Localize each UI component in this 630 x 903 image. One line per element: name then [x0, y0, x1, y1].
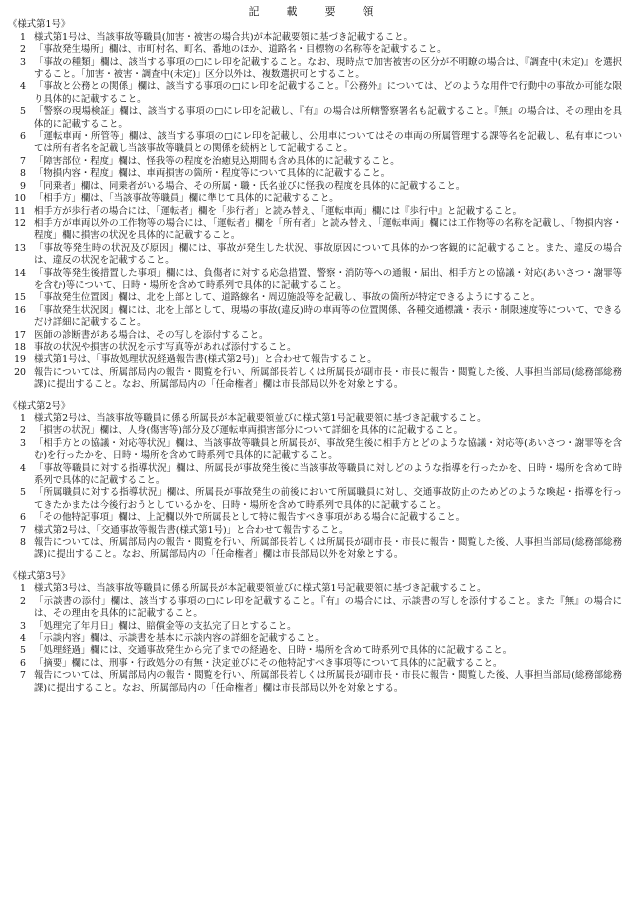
item-number: 5	[20, 487, 26, 499]
item-text: 様式第1号は、当該事故等職員(加害・被害の場合共)が本記載要領に基づき記載すること。	[34, 31, 413, 43]
item-number: 4	[20, 462, 26, 474]
list-item	[8, 512, 622, 524]
list-item	[8, 181, 622, 193]
item-text: 「事故等職員に対する指導状況」欄は、所属長が事故発生後に当該事故等職員に対しどのような指導を行ったかを、日時・場所を含めて時系列で具体的に記載すること。	[34, 462, 622, 487]
item-number: 19	[14, 354, 26, 366]
item-number: 1	[20, 583, 26, 595]
list-item	[8, 106, 622, 131]
list-item	[8, 596, 622, 621]
item-number: 3	[20, 56, 26, 68]
item-number: 2	[20, 595, 26, 607]
item-number: 3	[20, 620, 26, 632]
item-number: 17	[14, 329, 26, 341]
item-number: 5	[20, 106, 26, 118]
item-text: 様式第2号は、「交通事故等報告書(様式第1号)」と合わせて報告すること。	[34, 524, 349, 536]
page-title: 記 載 要 領	[248, 5, 382, 18]
item-number: 16	[14, 304, 26, 316]
list-item	[8, 425, 622, 437]
sections-container	[8, 19, 622, 695]
item-number: 7	[20, 524, 26, 536]
list-item	[8, 621, 622, 633]
item-text: 報告については、所属部局内の報告・閲覧を行い、所属部長若しくは所属長が副市長・市長に報告・閲覧した後、人事担当部局(総務部総務課)に提出すること。なお、所属部局内の「任命権者」欄は市長部局以外を対象とする。	[34, 366, 622, 391]
item-text: 報告については、所属部局内の報告・閲覧を行い、所属部長若しくは所属長が副市長・市長に報告・閲覧した後、人事担当部局(総務部総務課)に提出すること。なお、所属部局内の「任命権者」欄は市長部局以外を対象とする。	[34, 670, 622, 694]
item-text: 「相手方」欄は、「当該事故等職員」欄に準じて具体的に記載すること。	[34, 193, 339, 205]
item-text: 「示談内容」欄は、示談書を基本に示談内容の詳細を記載すること。	[34, 632, 325, 644]
list-item	[8, 32, 622, 44]
item-text: 相手方が歩行者の場合には、「運転者」欄を「歩行者」と読み替え、「運転車両」欄には『歩行中』と記載すること。	[34, 205, 523, 217]
item-number: 1	[20, 31, 26, 43]
list-item	[8, 218, 622, 243]
item-text: 「事故発生状況図」欄には、北を上部として、現場の事故(違反)時の車両等の位置関係、各種交通標識・表示・制限速度等について、できるだけ詳細に記載すること。	[34, 304, 623, 329]
item-text: 「事故発生場所」欄は、市町村名、町名、番地のほか、道路名・目標物の名称等を記載すること。	[34, 44, 447, 56]
list-item	[8, 645, 622, 657]
item-text: 「事故発生位置図」欄は、北を上部として、道路線名・周辺施設等を記載し、事故の箇所が特定できるようにすること。	[34, 292, 541, 304]
list-item	[8, 131, 622, 156]
list-item	[8, 305, 622, 330]
item-number: 9	[20, 180, 26, 192]
item-text: 「処理完了年月日」欄は、賠償金等の支払完了日とすること。	[34, 620, 297, 632]
item-number: 2	[20, 44, 26, 56]
item-number: 5	[20, 645, 26, 657]
item-number: 11	[14, 205, 26, 217]
item-number: 6	[20, 131, 26, 143]
item-number: 6	[20, 657, 26, 669]
item-number: 8	[20, 168, 26, 180]
item-text: 報告については、所属部局内の報告・閲覧を行い、所属部長若しくは所属長が副市長・市長に報告・閲覧した後、人事担当部局(総務部総務課)に提出すること。なお、所属部局内の「任命権者」欄は市長部局以外を対象とする。	[34, 537, 622, 561]
item-number: 7	[20, 155, 26, 167]
item-text: 相手方が車両以外の工作物等の場合には、「運転者」欄を「所有者」と読み替え、「運転車両」欄には工作物等の名称を記載し、「物損内容・程度」欄に損害の状況を具体的に記載すること。	[34, 217, 622, 242]
list-item	[8, 487, 622, 512]
item-text: 「物損内容・程度」欄は、車両損害の箇所・程度等について具体的に記載すること。	[34, 168, 391, 180]
section-heading: 《様式第2号》	[8, 400, 71, 412]
item-text: 「障害部位・程度」欄は、怪我等の程度を治癒見込期間も含め具体的に記載すること。	[34, 155, 400, 167]
list-item	[8, 268, 622, 293]
item-text: 「相手方との協議・対応等状況」欄は、当該事故等職員と所属長が、事故発生後に相手方とどのような協議・対応等(あいさつ・謝罪等を含む)を行ったかを、日時・場所を含めて時系列で具体的に記載すること。	[34, 437, 622, 462]
section	[8, 571, 622, 695]
item-number: 1	[20, 413, 26, 424]
item-text: 「事故の種類」欄は、該当する事項の□にレ印を記載すること。なお、現時点で加害被害の区分が不明瞭の場合は、『調査中(未定)』を選択すること。「加害・被害・調査中(未定)」区分以外は、複数選択可とすること。	[34, 56, 622, 81]
section-heading: 《様式第3号》	[8, 570, 71, 582]
item-number: 2	[20, 425, 26, 437]
item-text: 様式第2号は、当該事故等職員に係る所属長が本記載要領並びに様式第1号記載要領に基づき記載すること。	[34, 413, 487, 424]
item-text: 「運転車両・所管等」欄は、該当する事項の□にレ印を記載し、公用車についてはその車両の所属管理する課等名を記載し、私有車については所有者名を記載し当該事故等職員との関係を続柄として記載すること。	[34, 131, 622, 155]
section	[8, 401, 622, 562]
list-item	[8, 156, 622, 168]
item-number: 14	[14, 267, 26, 279]
list-item	[8, 633, 622, 645]
item-number: 3	[20, 437, 26, 449]
section-heading: 《様式第1号》	[8, 19, 71, 31]
item-text: 「示談書の添付」欄は、該当する事項の□にレ印を記載すること。『有』の場合には、示談書の写しを添付すること。また『無』の場合には、その理由を具体的に記載すること。	[34, 595, 622, 620]
list-item	[8, 57, 622, 82]
item-text: 「事故等発生後措置した事項」欄には、負傷者に対する応急措置、警察・消防等への通報・届出、相手方との協議・対応(あいさつ・謝罪等を含む)等について、日時・場所を含めて時系列で具体的に記載すること。	[34, 267, 622, 291]
item-number: 10	[14, 193, 26, 205]
item-text: 「その他特記事項」欄は、上記欄以外で所属長として特に報告すべき事項がある場合に記載すること。	[34, 512, 466, 524]
item-number: 4	[20, 81, 26, 93]
list-item	[8, 342, 622, 354]
list-item	[8, 658, 622, 670]
list-item	[8, 537, 622, 562]
list-item	[8, 354, 622, 366]
list-item	[8, 168, 622, 180]
item-number: 8	[20, 537, 26, 549]
list-item	[8, 81, 622, 106]
list-item	[8, 438, 622, 463]
list-item	[8, 206, 622, 218]
list-item	[8, 583, 622, 595]
item-number: 6	[20, 512, 26, 524]
item-text: 「同乗者」欄は、同乗者がいる場合、その所属・職・氏名並びに怪我の程度を具体的に記載すること。	[34, 180, 466, 192]
item-text: 医師の診断書がある場合は、その写しを添付すること。	[34, 329, 269, 341]
item-number: 13	[14, 242, 26, 254]
list-item	[8, 463, 622, 488]
item-number: 15	[14, 292, 26, 304]
list-item	[8, 330, 622, 342]
item-text: 「所属職員に対する指導状況」欄は、所属長が事故発生の前後において所属職員に対し、交通事故防止のためどのような喚起・指導を行ってきたかまたは今後行おうとしているかを、日時・場所を含めて時系列で具体的に記載すること。	[34, 487, 622, 511]
item-text: 事故の状況や損害の状況を示す写真等があれば添付すること。	[34, 341, 297, 353]
list-item	[8, 292, 622, 304]
list-item	[8, 367, 622, 392]
item-text: 「処理経過」欄には、交通事故発生から完了までの経過を、日時・場所を含めて時系列で具体的に記載すること。	[34, 645, 513, 657]
item-text: 「損害の状況」欄は、人身(傷害等)部分及び運転車両損害部分について詳細を具体的に記載すること。	[34, 425, 464, 437]
item-number: 7	[20, 670, 26, 682]
item-text: 「警察の現場検証」欄は、該当する事項の□にレ印を記載し、『有』の場合は所轄警察署名も記載すること。『無』の場合は、その理由を具体的に記載すること。	[34, 106, 622, 130]
list-item	[8, 525, 622, 537]
item-number: 20	[14, 366, 26, 378]
list-item	[8, 243, 622, 268]
item-text: 「事故等発生時の状況及び原因」欄には、事故が発生した状況、事故原因について具体的かつ客観的に記載すること。また、違反の場合は、違反の状況を記載すること。	[34, 242, 622, 267]
item-text: 様式第3号は、当該事故等職員に係る所属長が本記載要領並びに様式第1号記載要領に基づき記載すること。	[34, 583, 487, 595]
list-item	[8, 670, 622, 695]
item-number: 4	[20, 632, 26, 644]
list-item	[8, 193, 622, 205]
item-text: 「事故と公務との関係」欄は、該当する事項の□にレ印を記載すること。『公務外』については、どのような用件で行動中の事故か可能な限り具体的に記載すること。	[34, 81, 622, 105]
item-text: 様式第1号は、「事故処理状況経過報告書(様式第2号)」と合わせて報告すること。	[34, 354, 377, 366]
section	[8, 19, 622, 391]
item-number: 18	[14, 341, 26, 353]
item-text: 「摘要」欄には、刑事・行政処分の有無・決定並びにその他特記すべき事項等について具体的に記載すること。	[34, 657, 503, 669]
list-item	[8, 44, 622, 56]
list-item	[8, 413, 622, 425]
item-number: 12	[14, 217, 26, 229]
